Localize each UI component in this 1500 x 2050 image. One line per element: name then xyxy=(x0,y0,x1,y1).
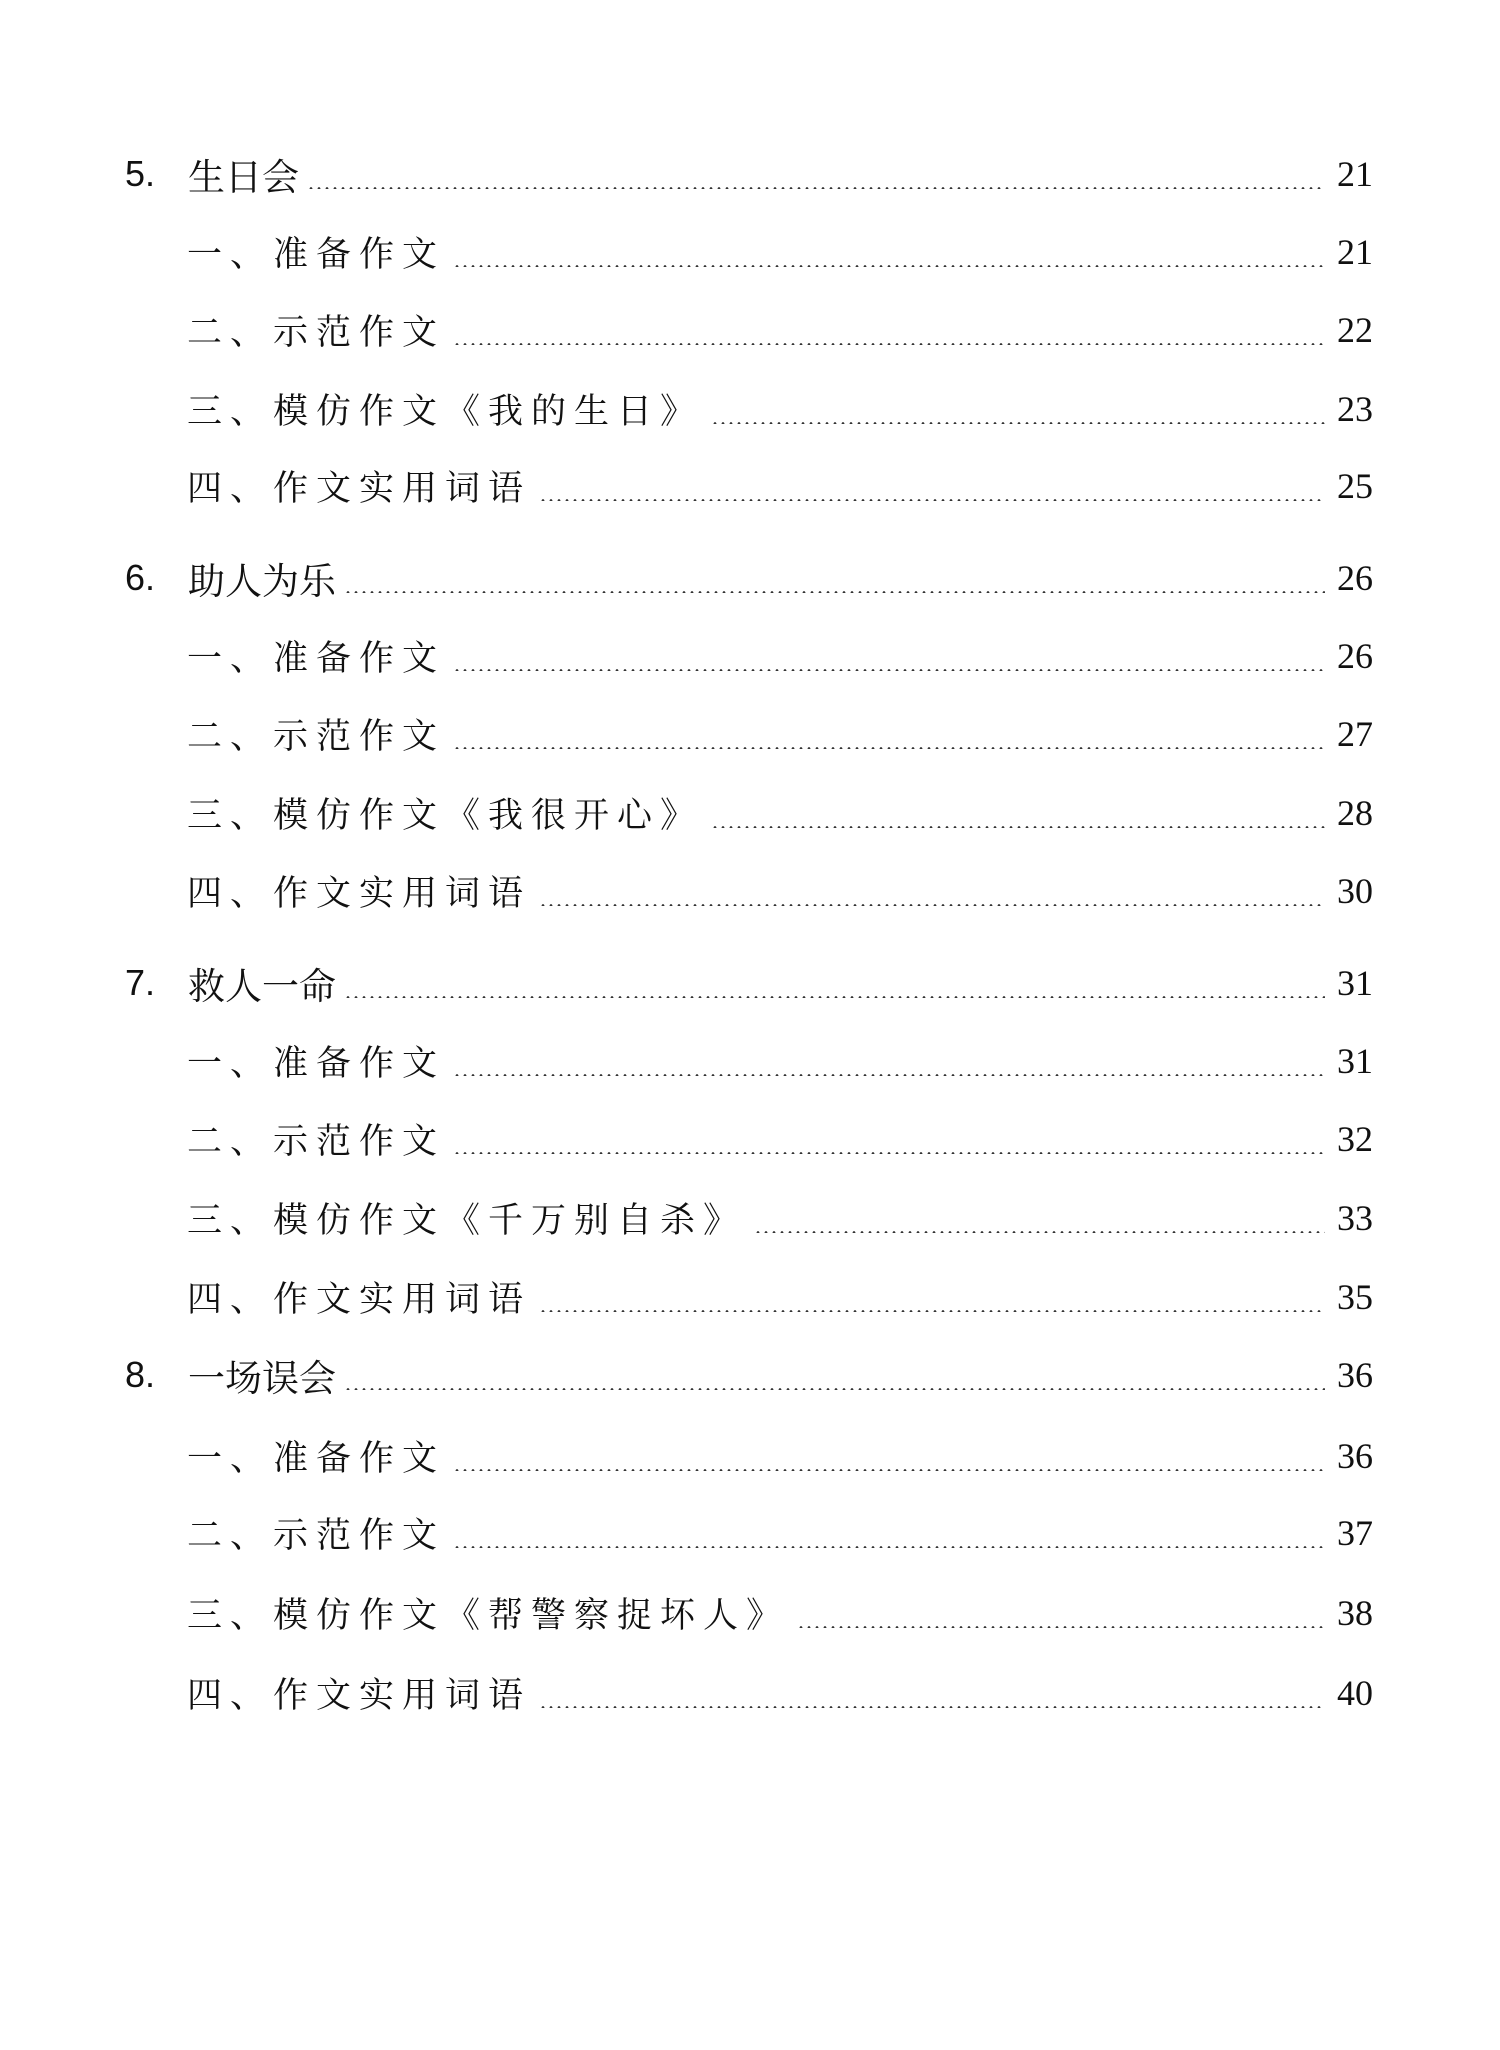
entry-title: 四、作文实用词语 xyxy=(187,874,532,914)
entry-title: 生日会 xyxy=(188,157,299,198)
toc-subentry[interactable] xyxy=(187,1036,1373,1086)
toc-subentry[interactable] xyxy=(187,1431,1373,1481)
entry-title: 四、作文实用词语 xyxy=(187,1280,532,1320)
dot-leader xyxy=(453,1074,1325,1076)
chapter-number: 8. xyxy=(125,1354,156,1395)
dot-leader xyxy=(307,187,1325,189)
page-number: 25 xyxy=(1337,466,1373,506)
page-number: 38 xyxy=(1337,1593,1373,1633)
toc-chapter-entry[interactable] xyxy=(125,958,1373,1008)
dot-leader xyxy=(453,1152,1325,1154)
page-number: 36 xyxy=(1337,1436,1373,1476)
toc-chapter-entry[interactable] xyxy=(125,149,1373,199)
page-number: 21 xyxy=(1337,154,1373,194)
toc-subentry[interactable] xyxy=(187,866,1373,916)
page-number: 33 xyxy=(1337,1198,1373,1238)
page-number: 21 xyxy=(1337,232,1373,272)
toc-subentry[interactable] xyxy=(187,384,1373,434)
entry-title: 二、示范作文 xyxy=(187,717,446,757)
toc-subentry[interactable] xyxy=(187,1114,1373,1164)
dot-leader xyxy=(754,1231,1325,1233)
dot-leader xyxy=(797,1626,1325,1628)
toc-subentry[interactable] xyxy=(187,788,1373,838)
entry-title: 一场误会 xyxy=(188,1358,336,1399)
dot-leader xyxy=(344,1388,1325,1390)
dot-leader xyxy=(344,996,1325,998)
toc-subentry[interactable] xyxy=(187,1193,1373,1243)
page-number: 40 xyxy=(1337,1673,1373,1713)
page-number: 27 xyxy=(1337,714,1373,754)
dot-leader xyxy=(539,1310,1325,1312)
page-number: 23 xyxy=(1337,389,1373,429)
dot-leader xyxy=(453,1469,1325,1471)
entry-title: 三、模仿作文《我的生日》 xyxy=(187,392,704,432)
page-number: 37 xyxy=(1337,1513,1373,1553)
toc-subentry[interactable] xyxy=(187,1272,1373,1322)
chapter-number: 7. xyxy=(125,962,156,1003)
entry-title: 三、模仿作文《千万别自杀》 xyxy=(187,1201,747,1241)
page-number: 31 xyxy=(1337,1041,1373,1081)
dot-leader xyxy=(539,499,1325,501)
entry-title: 助人为乐 xyxy=(188,561,336,602)
entry-title: 四、作文实用词语 xyxy=(187,1676,532,1716)
dot-leader xyxy=(711,826,1325,828)
page-number: 28 xyxy=(1337,793,1373,833)
page-number: 35 xyxy=(1337,1277,1373,1317)
dot-leader xyxy=(453,669,1325,671)
entry-title: 二、示范作文 xyxy=(187,313,446,353)
entry-title: 二、示范作文 xyxy=(187,1122,446,1162)
toc-chapter-entry[interactable] xyxy=(125,1350,1373,1400)
page-number: 26 xyxy=(1337,636,1373,676)
page-number: 36 xyxy=(1337,1355,1373,1395)
dot-leader xyxy=(453,343,1325,345)
toc-subentry[interactable] xyxy=(187,709,1373,759)
entry-title: 一、准备作文 xyxy=(187,1439,446,1479)
toc-subentry[interactable] xyxy=(187,461,1373,511)
page-number: 32 xyxy=(1337,1119,1373,1159)
dot-leader xyxy=(453,747,1325,749)
dot-leader xyxy=(453,1546,1325,1548)
chapter-number: 5. xyxy=(125,153,156,194)
entry-title: 二、示范作文 xyxy=(187,1516,446,1556)
dot-leader xyxy=(711,422,1325,424)
page-number: 31 xyxy=(1337,963,1373,1003)
entry-title: 一、准备作文 xyxy=(187,235,446,275)
dot-leader xyxy=(539,1706,1325,1708)
entry-title: 四、作文实用词语 xyxy=(187,469,532,509)
chapter-number: 6. xyxy=(125,557,156,598)
toc-subentry[interactable] xyxy=(187,1668,1373,1718)
page-number: 30 xyxy=(1337,871,1373,911)
toc-subentry[interactable] xyxy=(187,305,1373,355)
entry-title: 三、模仿作文《帮警察捉坏人》 xyxy=(187,1596,790,1636)
toc-subentry[interactable] xyxy=(187,227,1373,277)
entry-title: 救人一命 xyxy=(188,966,336,1007)
entry-title: 一、准备作文 xyxy=(187,1044,446,1084)
page-number: 26 xyxy=(1337,558,1373,598)
entry-title: 三、模仿作文《我很开心》 xyxy=(187,796,704,836)
toc-subentry[interactable] xyxy=(187,1508,1373,1558)
toc-subentry[interactable] xyxy=(187,1588,1373,1638)
dot-leader xyxy=(344,591,1325,593)
dot-leader xyxy=(539,904,1325,906)
toc-chapter-entry[interactable] xyxy=(125,553,1373,603)
toc-subentry[interactable] xyxy=(187,631,1373,681)
page-number: 22 xyxy=(1337,310,1373,350)
entry-title: 一、准备作文 xyxy=(187,639,446,679)
dot-leader xyxy=(453,265,1325,267)
